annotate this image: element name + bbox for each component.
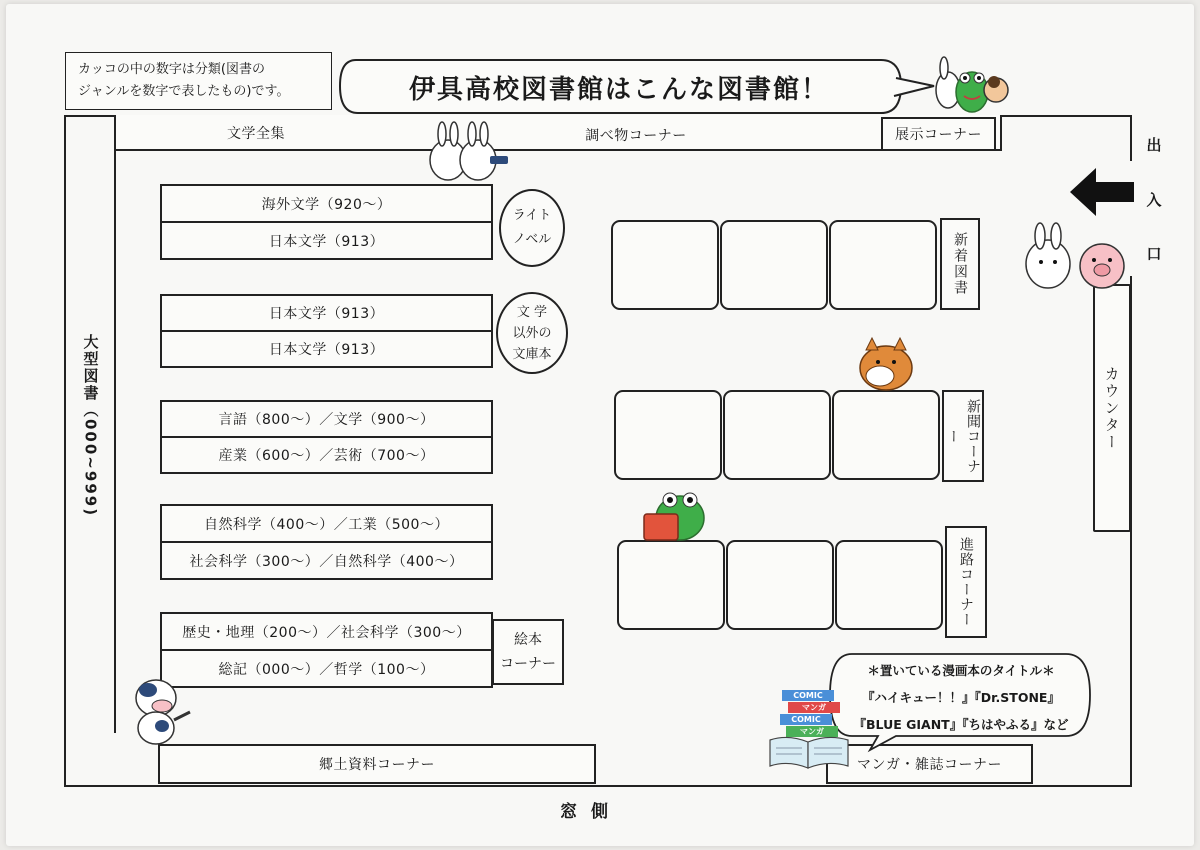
classification-note	[65, 52, 332, 110]
table-3-3	[835, 540, 943, 630]
note-line-1: カッコの中の数字は分類(図書の	[78, 62, 265, 77]
frog-rabbit-pig-mascot	[932, 54, 1012, 120]
table-3-2	[726, 540, 834, 630]
shelf-5-top: 歴史・地理（200～）／社会科学（300～）	[182, 624, 471, 641]
shelf-1-bottom: 日本文学（913）	[162, 221, 491, 258]
shelf-3	[160, 400, 493, 474]
cow-mascot	[122, 676, 194, 748]
frog-reading-mascot	[640, 488, 712, 544]
shelf-1	[160, 184, 493, 260]
literature-collection-label: 文学全集	[227, 126, 285, 142]
table-2-1	[614, 390, 722, 480]
book-stack-label-1: COMIC	[782, 690, 834, 701]
note-line-2: ジャンルを数字で表したもの)です。	[78, 84, 290, 99]
rabbit-duo-mascot	[420, 122, 516, 186]
rabbit-pig-entrance-mascot	[1016, 222, 1134, 298]
shelf-3-top: 言語（800～）／文学（900～）	[218, 412, 435, 428]
picture-book-corner: 絵本 コーナー	[492, 619, 564, 685]
table-2-3	[832, 390, 940, 480]
book-stack-label-3: COMIC	[780, 714, 832, 725]
entrance-label	[1141, 134, 1167, 264]
room-right-wall-upper	[1130, 115, 1132, 161]
cat-mascot	[854, 336, 918, 392]
shelf-5-bottom: 総記（000～）／哲学（100～）	[162, 649, 491, 686]
table-1-1	[611, 220, 719, 310]
manga-magazine-corner: マンガ・雑誌コーナー	[826, 744, 1033, 784]
table-1-3	[829, 220, 937, 310]
floor-map-paper	[6, 4, 1194, 846]
table-3-1	[617, 540, 725, 630]
shelf-2-bottom: 日本文学（913）	[162, 330, 491, 366]
table-1-2	[720, 220, 828, 310]
book-stack-label-4: マンガ	[786, 726, 838, 737]
shelf-5	[160, 612, 493, 688]
light-novel-circle: ライト ノベル	[499, 189, 565, 267]
shelf-4	[160, 504, 493, 580]
entrance-char-3: 口	[1146, 245, 1162, 263]
manga-bubble-heading: ＊置いている漫画本のタイトル＊	[867, 663, 1055, 679]
shelf-1-top: 海外文学（920～）	[261, 196, 392, 213]
table-2-2	[723, 390, 831, 480]
newspaper-corner-label: 新聞コーナー	[942, 390, 984, 482]
open-book-icon	[766, 732, 856, 772]
manga-titles-bubble	[836, 657, 1086, 737]
counter: カウンター	[1093, 284, 1131, 532]
exhibition-corner: 展示コーナー	[881, 117, 996, 151]
shelf-4-bottom: 社会科学（300～）／自然科学（400～）	[162, 541, 491, 578]
window-side-label: 窓 側	[560, 801, 612, 822]
shelf-3-bottom: 産業（600～）／芸術（700～）	[162, 436, 491, 472]
large-books-label: 大型図書（000~999)	[81, 334, 100, 518]
local-materials-corner: 郷土資料コーナー	[158, 744, 596, 784]
arrow-left-icon	[1066, 164, 1138, 222]
shelf-2-top: 日本文学（913）	[268, 306, 385, 322]
new-arrivals-label: 新着図書	[940, 218, 980, 310]
manga-bubble-line-2: 『BLUE GIANT』『ちはやふる』など	[853, 716, 1069, 732]
shelf-4-top: 自然科学（400～）／工業（500～）	[204, 516, 449, 533]
entrance-char-2: 入	[1146, 190, 1162, 209]
book-stack-label-2: マンガ	[788, 702, 840, 713]
left-inner-wall	[114, 151, 116, 733]
reference-corner-label: 調べ物コーナー	[585, 128, 687, 144]
entrance-char-1: 出	[1146, 136, 1162, 154]
career-corner-label: 進路コーナー	[945, 526, 987, 638]
shelf-2	[160, 294, 493, 368]
manga-bubble-line-1: 『ハイキュー！！』『Dr.STONE』	[862, 689, 1060, 705]
bunko-circle: 文 学 以外の 文庫本	[496, 292, 568, 374]
page-title: 伊具高校図書館はこんな図書館！	[408, 74, 829, 105]
